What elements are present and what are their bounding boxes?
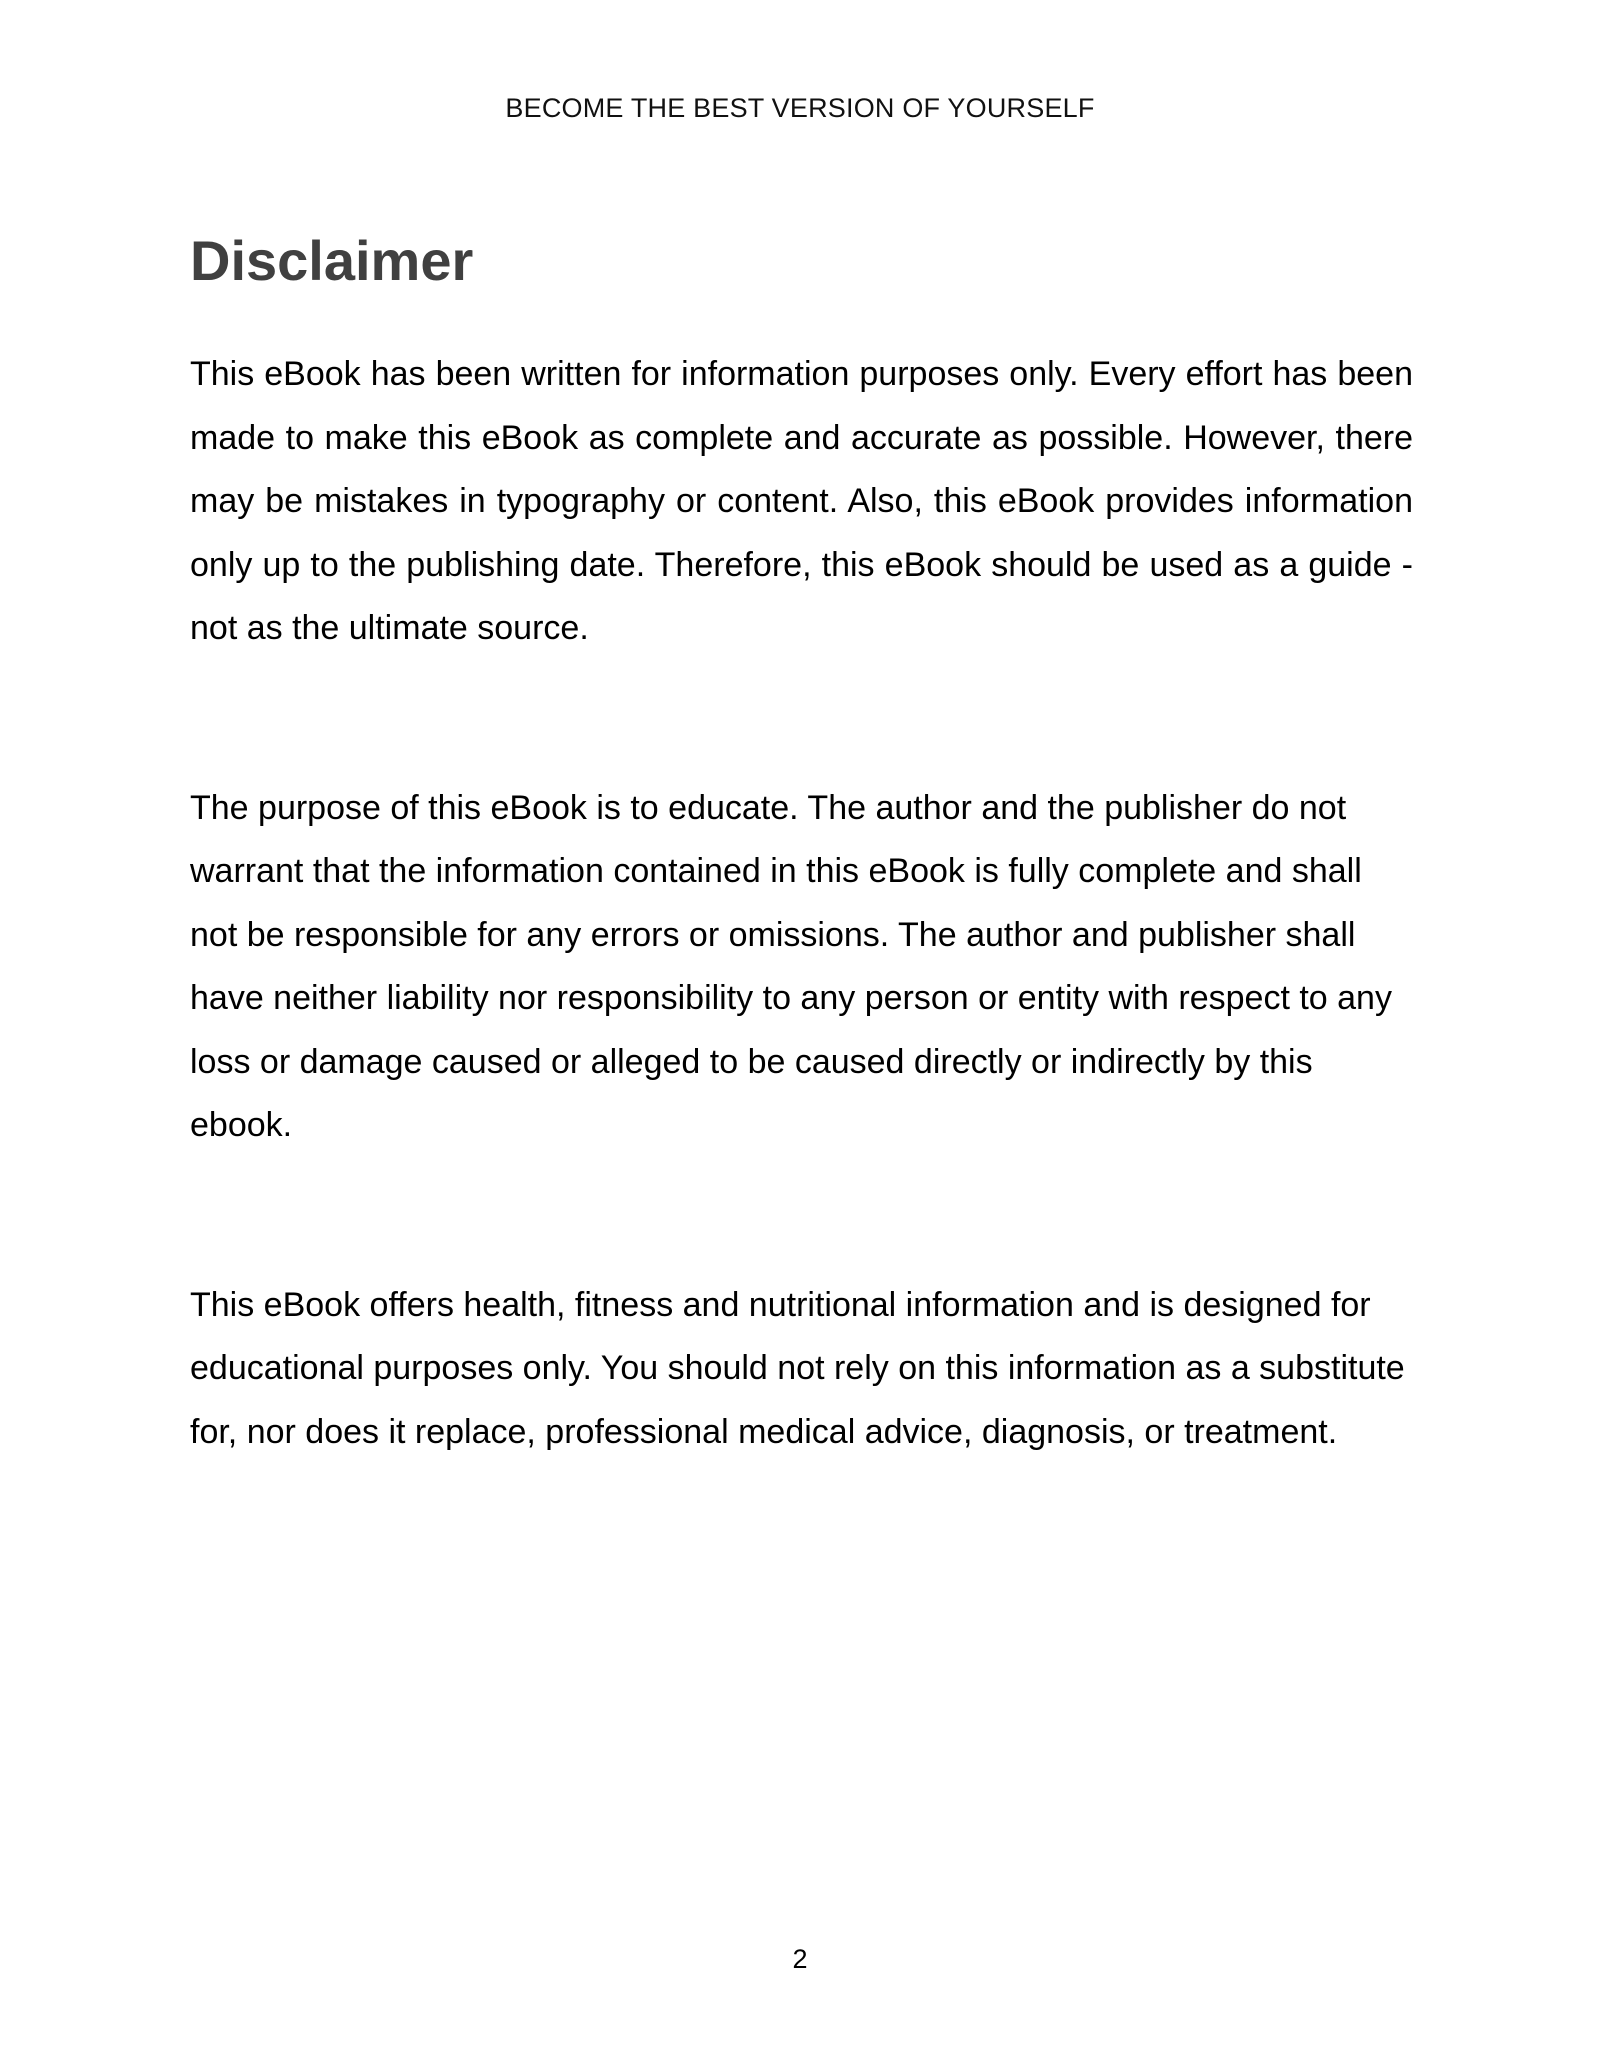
disclaimer-paragraph-1: This eBook has been written for information purposes only. Every effort has been made to make this eBook as complete and accurate as possible. However, there may be mistakes in typography or content. Also, this eBook provides information only up to the publishing date. Therefore, this eBook should be used as a guide - not as the ultimate source. — [190, 355, 1413, 647]
disclaimer-paragraph-3: This eBook offers health, fitness and nutritional information and is designed for educational purposes only. You should not rely on this information as a substitute for, nor does it replace, professional medical advice, diagnosis, or treatment. — [190, 1285, 1405, 1451]
page-number: 2 — [792, 1944, 808, 1974]
page-content — [190, 225, 1413, 1580]
running-header: BECOME THE BEST VERSION OF YOURSELF — [505, 93, 1095, 123]
page-title: Disclaimer — [190, 229, 474, 292]
disclaimer-paragraph-2: The purpose of this eBook is to educate. The author and the publisher do not warrant that the information contained in this eBook is fully complete and shall not be responsible for any errors or omissions. The author and publisher shall have neither liability nor responsibility to any person or entity with respect to any loss or damage caused or alleged to be caused directly or indirectly by this ebook. — [190, 788, 1392, 1144]
